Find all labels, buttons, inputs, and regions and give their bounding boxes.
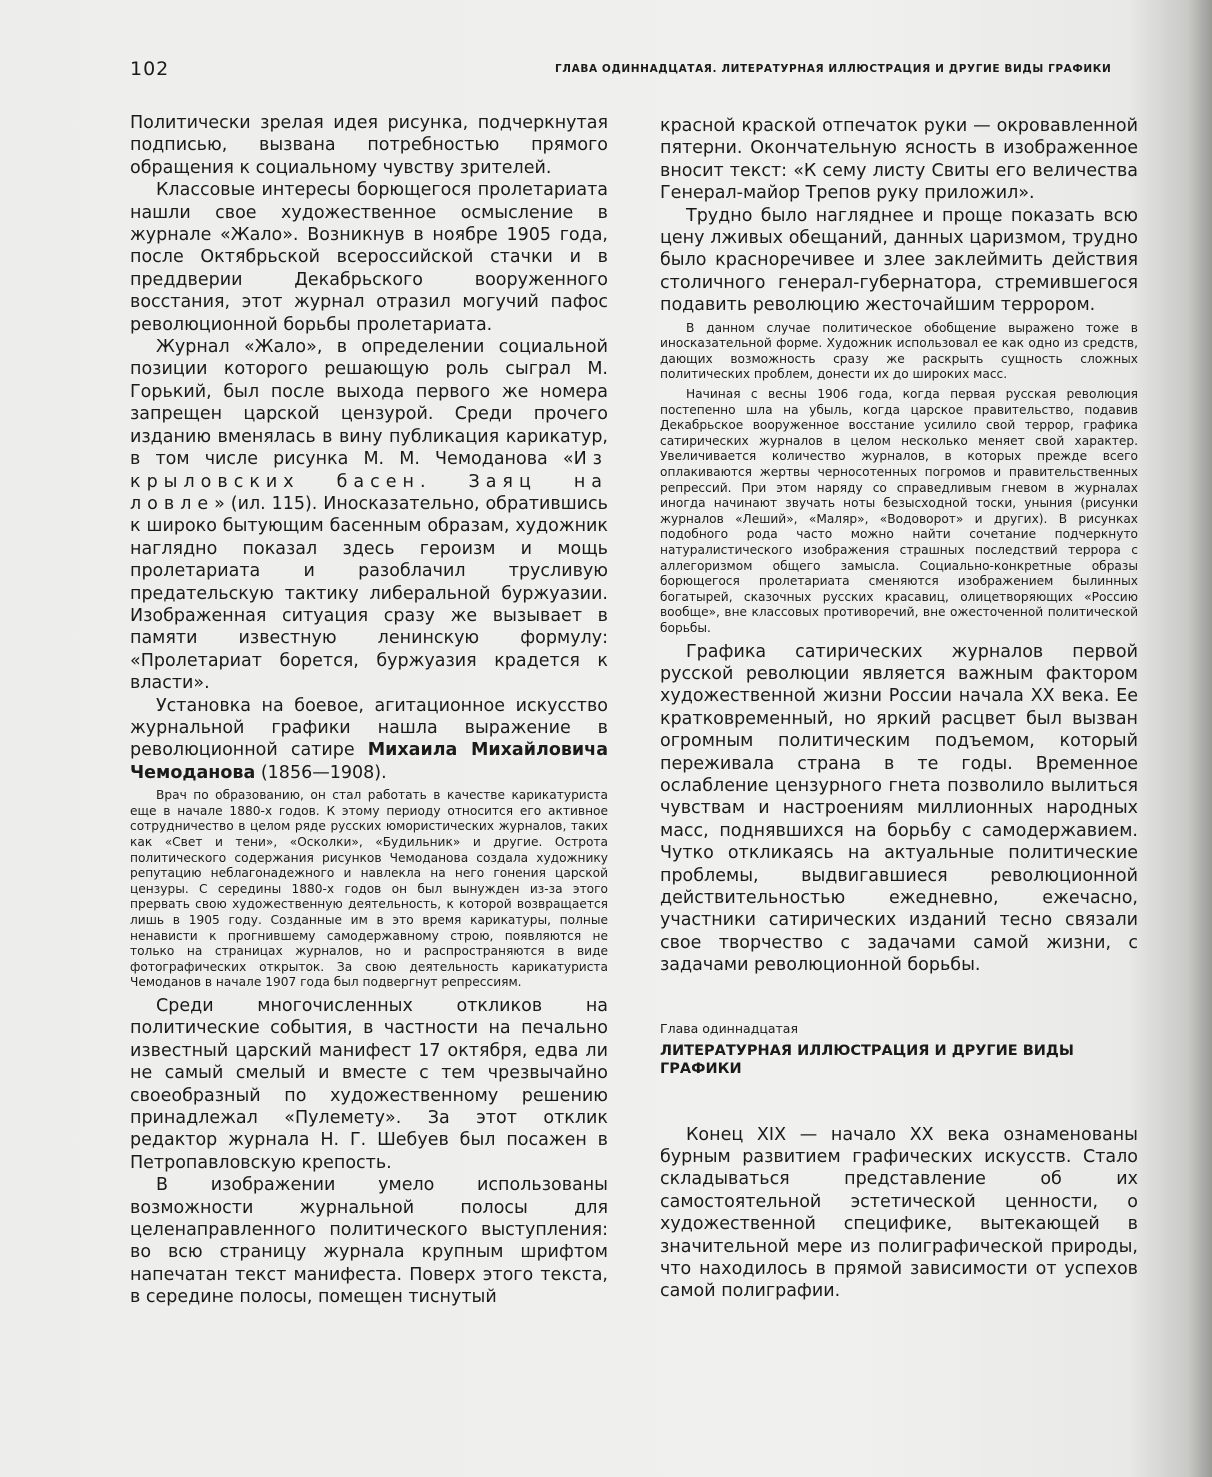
paragraph: Среди многочисленных откликов на политические события, в частности на печально известный царский манифест 17 октября, едва ли не самый смелый и вместе с тем чрезвычайно своеобразный по художественному решению принадлежал «Пулемету». За этот отклик редактор журнала Н. Г. Шебуев был посажен в Петропавловскую крепость.	[130, 995, 608, 1173]
illustration-title: Из крыловских басен. Заяц на ловле	[130, 449, 608, 514]
artist-name: Михаила Михайловича Чемоданова	[130, 740, 608, 783]
paragraph: Графика сатирических журналов первой русской революции является важным фактором художественной жизни России начала XX века. Ее кратковременный, но яркий расцвет был вызван огромным политическим подъемом, который переживала страна в те годы. Временное ослабление цензурного гнета позволило вылиться чувствам и настроениям миллионных народных масс, поднявшихся на борьбу с самодержавием. Чутко откликаясь на актуальные политические проблемы, выдвигавшиеся революционной действительностью ежедневно, ежечасно, участники сатирических изданий тесно связали свое творчество с задачами самой жизни, с задачами революционной борьбы.	[660, 641, 1138, 976]
paragraph: красной краской отпечаток руки — окровавленной пятерни. Окончательную ясность в изображенное вносит текст: «К сему листу Свиты его величества Генерал-майор Трепов руку приложил».	[660, 116, 1138, 204]
chapter-title: ЛИТЕРАТУРНАЯ ИЛЛЮСТРАЦИЯ И ДРУГИЕ ВИДЫ ГРАФИКИ	[660, 1042, 1074, 1077]
paragraph-text: Журнал «Жало», в определении социальной позиции которого решающую роль сыграл М. Горький, был после выхода первого же номера запрещен царской цензурой. Среди прочего изданию вменялась в вину публикация карикатур, в том числе рисунка М. М. Чемоданова «	[130, 337, 608, 470]
small-print-note: Врач по образованию, он стал работать в качестве карикатуриста еще в начале 1880-х годов. К этому периоду относится его активное сотрудничество в целом ряде русских юмористических журналов, таких как «Свет и тени», «Осколки», «Будильник» и другие. Острота политического содержания рисунков Чемоданова создала художнику репутацию неблагонадежного и навлекла на него гонения царской цензуры. С середины 1880-х годов он был вынужден из-за этого прервать свою художественную деятельность, к которой возвращается лишь в 1905 году. Созданные им в это время карикатуры, полные ненависти к прогнившему самодержавному строю, появляются не только на страницах журналов, но и распространяются в виде фотографических открыток. За свою деятельность карикатуриста Чемоданов в начале 1907 года был подвергнут репрессиям.	[130, 788, 608, 990]
paragraph-text: Установка на боевое, агитационное искусство журнальной графики нашла выражение в революционной сатире	[130, 695, 608, 761]
paragraph: В изображении умело использованы возможности журнальной полосы для целенаправленного политического выступления: во всю страницу журнала крупным шрифтом напечатан текст манифеста. Поверх этого текста, в середине полосы, помещен тиснутый	[130, 1175, 608, 1308]
paragraph: Конец XIX — начало XX века ознаменованы бурным развитием графических искусств. Стало складываться представление об их самостоятельной эстетической ценности, о художественной специфике, вытекающей в значительной мере из полиграфической природы, что находилось в прямой зависимости от успехов самой полиграфии.	[660, 1124, 1138, 1302]
page-number: 102	[130, 58, 170, 80]
paragraph: Классовые интересы борющегося пролетариата нашли свое художественное осмысление в журнале «Жало». Возникнув в ноябре 1905 года, после Октябрьской всероссийской стачки и в преддверии Декабрьского вооруженного восстания, этот журнал отразил могучий пафос революционной борьбы пролетариата.	[130, 180, 608, 335]
paragraph	[130, 695, 608, 785]
paragraph-text: » (ил. 115). Иносказательно, обратившись к широко бытующим басенным образам, художник наглядно показал здесь героизм и мощь пролетариата и разоблачил трусливую предательскую тактику либеральной буржуазии. Изображенная ситуация сразу же вызывает в памяти известную ленинскую формулу: «Пролетариат борется, буржуазия крадется к власти».	[130, 493, 608, 694]
left-column	[130, 112, 608, 1309]
paragraph-text: (1856—1908).	[255, 762, 387, 783]
right-column	[660, 115, 1138, 1303]
paragraph	[130, 336, 608, 695]
running-head: ГЛАВА ОДИННАДЦАТАЯ. ЛИТЕРАТУРНАЯ ИЛЛЮСТРАЦИЯ И ДРУГИЕ ВИДЫ ГРАФИКИ	[555, 63, 1112, 75]
chapter-label: Глава одиннадцатая	[660, 1020, 798, 1036]
paragraph: Трудно было нагляднее и проще показать всю цену лживых обещаний, данных царизмом, трудно было красноречивее и злее заклеймить действия столичного генерал-губернатора, стремившегося подавить революцию жесточайшим террором.	[660, 205, 1138, 316]
small-print-note: Начиная с весны 1906 года, когда первая русская революция постепенно шла на убыль, когда царское правительство, подавив Декабрьское вооруженное восстание усилило свой террор, графика сатирических журналов в целом несколько меняет свой характер. Увеличивается количество журналов, в которых прежде всего оплакиваются жертвы черносотенных погромов и правительственных репрессий. При этом наряду со справедливым гневом в журналах иногда начинают звучать ноты безысходной тоски, уныния (рисунки журналов «Леший», «Маляр», «Водоворот» и других). В рисунках подобного рода часто можно найти сочетание подчеркнуто натуралистического изображения страшных последствий террора с аллегоризмом общего замысла. Социально-конкретные образы борющегося пролетариата сменяются изображением былинных богатырей, сказочных русских красавиц, олицетворяющих «Россию вообще», вне классовых противоречий, вне ожесточенной политической борьбы.	[660, 387, 1138, 635]
small-print-note: В данном случае политическое обобщение выражено тоже в иносказательной форме. Художник использовал ее как одно из средств, дающих возможность сразу же раскрыть сущность сложных политических проблем, донести их до широких масс.	[660, 320, 1138, 382]
paragraph: Политически зрелая идея рисунка, подчеркнутая подписью, вызвана потребностью прямого обращения к социальному чувству зрителей.	[130, 113, 608, 178]
